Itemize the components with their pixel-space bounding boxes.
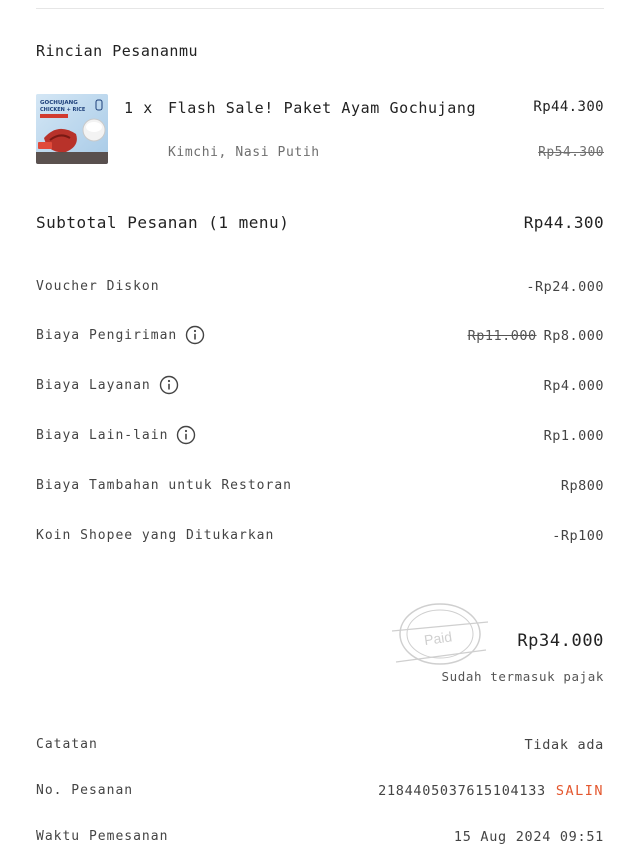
section-title: Rincian Pesananmu: [36, 42, 199, 60]
fee-value: Rp8.000: [543, 328, 604, 344]
item-price: Rp44.300: [533, 99, 604, 115]
item-original-price: Rp54.300: [538, 145, 604, 160]
fee-row-restaurant: [36, 478, 292, 493]
fee-value: Rp1.000: [543, 428, 604, 444]
fee-label: Biaya Pengiriman: [36, 327, 178, 343]
fee-row-delivery: [36, 325, 205, 345]
divider-top: [36, 8, 604, 9]
order-time-value: 15 Aug 2024 09:51: [453, 829, 604, 845]
info-icon[interactable]: [176, 425, 196, 445]
fee-value: Rp4.000: [543, 378, 604, 394]
fee-row-voucher: [36, 279, 160, 294]
fee-row-coins: [36, 528, 274, 543]
fee-label: Biaya Layanan: [36, 377, 151, 393]
copy-button[interactable]: SALIN: [555, 783, 604, 799]
info-icon[interactable]: [159, 375, 179, 395]
fee-label: Koin Shopee yang Ditukarkan: [36, 528, 275, 543]
order-time-label: Waktu Pemesanan: [36, 829, 169, 844]
order-number-value: 2184405037615104133: [378, 783, 546, 799]
fee-value: Rp800: [560, 478, 604, 494]
item-thumbnail[interactable]: [36, 94, 108, 164]
order-number-label: No. Pesanan: [36, 783, 134, 798]
thumbnail-text-2: CHICKEN + RICE: [40, 107, 86, 113]
notes-value: Tidak ada: [524, 737, 604, 753]
item-options: Kimchi, Nasi Putih: [168, 145, 320, 160]
fee-row-service: [36, 375, 179, 395]
order-number-row: [378, 783, 604, 799]
fee-original-price: Rp11.000: [467, 328, 537, 344]
paid-stamp-icon: [390, 598, 490, 668]
fee-value: -Rp24.000: [526, 279, 604, 295]
total-value: Rp34.000: [517, 631, 604, 651]
subtotal-label: Subtotal Pesanan (1 menu): [36, 213, 290, 232]
fee-label: Biaya Tambahan untuk Restoran: [36, 478, 292, 493]
fee-row-other: [36, 425, 196, 445]
fee-label: Voucher Diskon: [36, 279, 160, 294]
item-quantity: 1 x: [124, 99, 153, 117]
fee-value-delivery: [468, 328, 604, 344]
food-image-icon: [36, 94, 108, 164]
subtotal-value: Rp44.300: [523, 213, 604, 232]
total-tax-note: Sudah termasuk pajak: [441, 669, 604, 684]
info-icon[interactable]: [185, 325, 205, 345]
notes-label: Catatan: [36, 737, 98, 752]
fee-value: -Rp100: [552, 528, 604, 544]
item-name[interactable]: Flash Sale! Paket Ayam Gochujang: [168, 99, 477, 117]
thumbnail-text-1: GOCHUJANG: [40, 100, 78, 106]
stamp-text: Paid: [423, 628, 454, 649]
fee-label: Biaya Lain-lain: [36, 427, 169, 443]
